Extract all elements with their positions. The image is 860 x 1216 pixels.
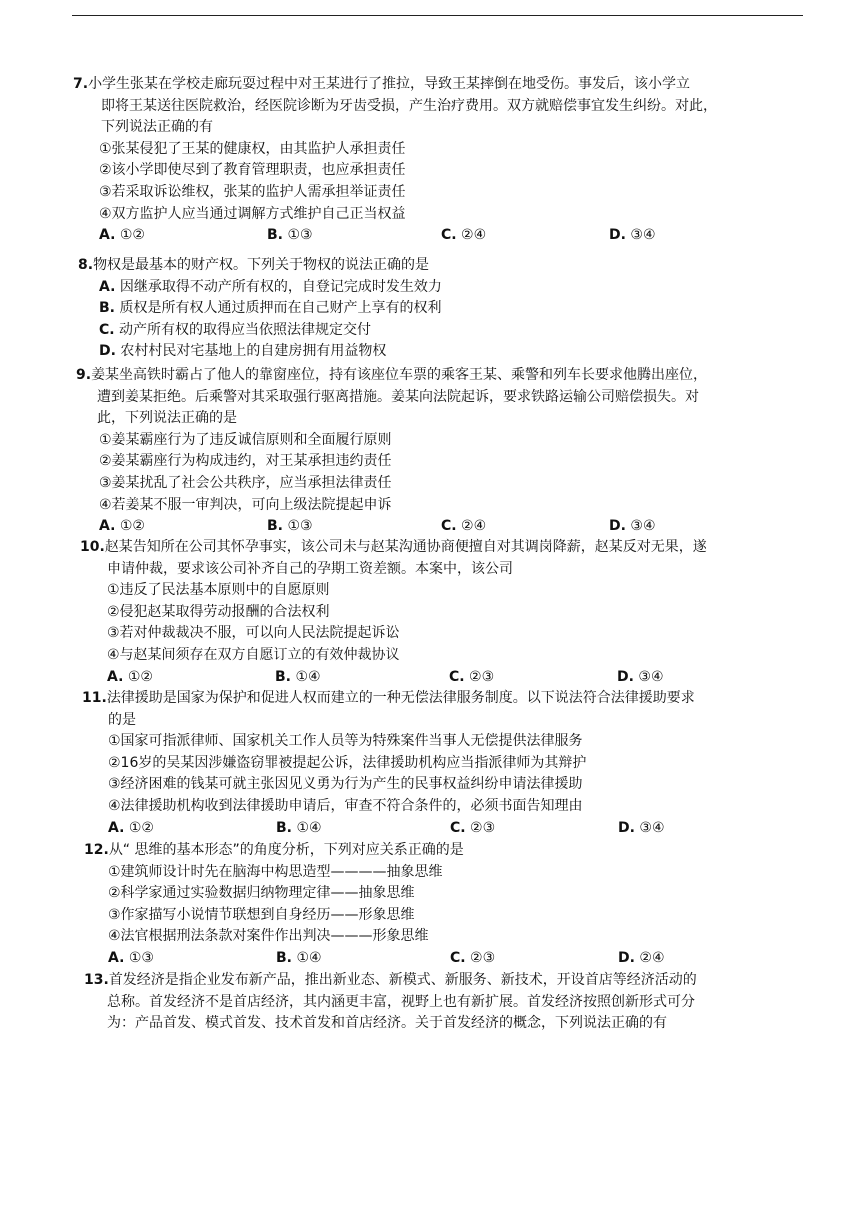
- option-text: ②③: [469, 668, 495, 685]
- option-text: ③④: [638, 668, 664, 685]
- choice-label: D.: [99, 343, 116, 360]
- question-stem-line: [80, 538, 707, 556]
- option-label: A.: [108, 819, 125, 836]
- question-stem-line: 遭到姜某拒绝。后乘警对其采取强行驱离措施。姜某向法院起诉，要求铁路运输公司赔偿损失。对: [97, 388, 699, 405]
- question-stem-line: [84, 971, 697, 989]
- option-label: D.: [617, 668, 634, 685]
- statement-item: ④与赵某间须存在双方自愿订立的有效仲裁协议: [107, 647, 400, 663]
- statement-item: ①建筑师设计时先在脑海中构思造型————抽象思维: [108, 863, 443, 880]
- answer-option: [276, 949, 322, 967]
- choice-label: A.: [99, 278, 116, 295]
- answer-option: [609, 517, 656, 535]
- question-stem-line: [73, 75, 690, 93]
- answer-option: [99, 517, 145, 535]
- answer-option: [108, 949, 154, 967]
- question-stem-text: 首发经济是指企业发布新产品，推出新业态、新模式、新服务、新技术，开设首店等经济活动的: [108, 972, 697, 988]
- answer-options-row: [99, 226, 699, 244]
- question-number: 7.: [73, 76, 89, 92]
- question-stem-line: 即将王某送往医院救治，经医院诊断为牙齿受损，产生治疗费用。双方就赔偿事宜发生纠纷。对此，: [101, 97, 717, 114]
- option-text: ①④: [296, 950, 322, 966]
- question-number: 11.: [82, 690, 107, 706]
- statement-item: ③若采取诉讼维权，张某的监护人需承担举证责任: [99, 184, 406, 200]
- answer-option: [450, 949, 495, 967]
- option-text: ③④: [630, 227, 656, 244]
- answer-option: [617, 668, 664, 686]
- answer-options-row: [107, 668, 707, 686]
- question-stem-text: 从“ 思维的基本形态”的角度分析，下列对应关系正确的是: [108, 842, 464, 858]
- option-label: A.: [108, 950, 125, 966]
- answer-option: [450, 819, 495, 837]
- answer-option: [275, 668, 321, 686]
- answer-choice: [99, 299, 441, 317]
- question-stem-text: 姜某坐高铁时霸占了他人的靠窗座位，持有该座位车票的乘客王某、乘警和列车长要求他腾出座位，: [91, 367, 708, 383]
- option-label: C.: [450, 819, 466, 836]
- option-text: ①③: [287, 518, 313, 535]
- answer-options-row: [108, 819, 708, 837]
- option-label: A.: [99, 227, 116, 244]
- question-number: 13.: [84, 972, 109, 988]
- option-text: ①③: [128, 950, 154, 966]
- choice-text: 农村村民对宅基地上的自建房拥有用益物权: [120, 343, 387, 360]
- option-text: ③④: [639, 819, 665, 836]
- option-text: ①④: [296, 819, 322, 836]
- question-stem-text: 小学生张某在学校走廊玩耍过程中对王某进行了推拉，导致王某摔倒在地受伤。事发后，该小学立: [88, 76, 691, 92]
- answer-options-row: [99, 517, 699, 535]
- question-stem-line: [82, 689, 695, 707]
- option-label: C.: [450, 950, 466, 966]
- answer-option: [276, 819, 322, 837]
- option-label: B.: [267, 518, 283, 535]
- question-stem-text: 赵某告知所在公司其怀孕事实，该公司未与赵某沟通协商便擅自对其调岗降薪，赵某反对无果，遂: [104, 539, 707, 555]
- option-text: ②③: [470, 819, 496, 836]
- answer-choice: [99, 278, 442, 296]
- answer-option: [441, 517, 486, 535]
- statement-item: ①张某侵犯了王某的健康权，由其监护人承担责任: [99, 140, 406, 157]
- statement-item: ①违反了民法基本原则中的自愿原则: [107, 582, 330, 599]
- answer-option: [108, 819, 154, 837]
- option-label: B.: [276, 819, 292, 836]
- question-number: 10.: [80, 539, 105, 555]
- question-stem-line: 下列说法正确的有: [101, 119, 213, 136]
- question-stem-text: 物权是最基本的财产权。下列关于物权的说法正确的是: [93, 257, 430, 273]
- question-stem-line: [84, 841, 464, 859]
- option-text: ②④: [461, 518, 487, 535]
- option-text: ②④: [639, 950, 665, 966]
- option-text: ①②: [119, 518, 145, 535]
- option-label: A.: [107, 668, 124, 685]
- option-text: ②③: [470, 950, 496, 966]
- answer-option: [618, 949, 665, 967]
- statement-item: ③若对仲裁裁决不服，可以向人民法院提起诉讼: [107, 625, 400, 642]
- answer-choice: [99, 321, 371, 339]
- answer-option: [99, 226, 145, 244]
- statement-item: ③作家描写小说情节联想到自身经历——形象思维: [108, 906, 415, 923]
- question-number: 8.: [78, 257, 94, 273]
- statement-item: ②16岁的吴某因涉嫌盗窃罪被提起公诉，法律援助机构应当指派律师为其辩护: [108, 754, 587, 771]
- option-label: D.: [618, 819, 635, 836]
- statement-item: ①姜某霸座行为了违反诚信原则和全面履行原则: [99, 431, 392, 448]
- option-label: C.: [449, 668, 465, 685]
- option-label: B.: [276, 950, 292, 966]
- answer-option: [441, 226, 486, 244]
- option-label: D.: [609, 518, 626, 535]
- option-label: C.: [441, 518, 457, 535]
- option-label: B.: [275, 668, 291, 685]
- option-text: ①②: [127, 668, 153, 685]
- question-number: 12.: [84, 842, 109, 858]
- question-stem-line: [76, 366, 707, 384]
- question-stem-line: 此，下列说法正确的是: [97, 410, 237, 427]
- statement-item: ③姜某扰乱了社会公共秩序，应当承担法律责任: [99, 475, 392, 491]
- question-stem-text: 法律援助是国家为保护和促进人权而建立的一种无偿法律服务制度。以下说法符合法律援助要求: [106, 690, 695, 706]
- answer-option: [267, 517, 313, 535]
- statement-item: ②侵犯赵某取得劳动报酬的合法权利: [107, 603, 330, 620]
- question-stem-line: 申请仲裁，要求该公司补齐自己的孕期工资差额。本案中，该公司: [107, 560, 513, 577]
- statement-item: ②该小学即使尽到了教育管理职责，也应承担责任: [99, 162, 406, 179]
- answer-options-row: [108, 949, 708, 967]
- choice-label: C.: [99, 321, 115, 338]
- question-number: 9.: [76, 367, 92, 383]
- choice-text: 动产所有权的取得应当依照法律规定交付: [119, 321, 372, 338]
- statement-item: ④法官根据刑法条款对案件作出判决———形象思维: [108, 928, 429, 945]
- statement-item: ③经济困难的钱某可就主张因见义勇为行为产生的民事权益纠纷申请法律援助: [108, 776, 583, 793]
- question-stem-line: [78, 256, 429, 274]
- option-label: D.: [618, 950, 635, 966]
- answer-option: [609, 226, 656, 244]
- option-text: ③④: [630, 518, 656, 535]
- option-text: ①②: [119, 227, 145, 244]
- question-stem-line: 总称。首发经济不是首店经济，其内涵更丰富，视野上也有新扩展。首发经济按照创新形式可分: [107, 993, 695, 1010]
- option-text: ②④: [461, 227, 487, 244]
- option-text: ①④: [295, 668, 321, 685]
- answer-option: [107, 668, 153, 686]
- statement-item: ④若姜某不服一审判决，可向上级法院提起申诉: [99, 496, 392, 513]
- option-label: D.: [609, 227, 626, 244]
- statement-item: ②姜某霸座行为构成违约，对王某承担违约责任: [99, 453, 392, 470]
- header-rule: [72, 15, 803, 16]
- statement-item: ④法律援助机构收到法律援助申请后，审查不符合条件的，必须书面告知理由: [108, 798, 583, 814]
- option-label: A.: [99, 518, 116, 535]
- option-label: C.: [441, 227, 457, 244]
- answer-choice: [99, 342, 386, 360]
- option-label: B.: [267, 227, 283, 244]
- option-text: ①②: [128, 819, 154, 836]
- question-stem-line: 为：产品首发、模式首发、技术首发和首店经济。关于首发经济的概念，下列说法正确的有: [107, 1015, 667, 1032]
- answer-option: [267, 226, 313, 244]
- option-text: ①③: [287, 227, 313, 244]
- answer-option: [618, 819, 665, 837]
- choice-text: 质权是所有权人通过质押而在自己财产上享有的权利: [119, 300, 442, 317]
- statement-item: ②科学家通过实验数据归纳物理定律——抽象思维: [108, 885, 415, 902]
- choice-text: 因继承取得不动产所有权的，自登记完成时发生效力: [119, 278, 442, 295]
- statement-item: ①国家可指派律师、国家机关工作人员等为特殊案件当事人无偿提供法律服务: [108, 733, 583, 750]
- choice-label: B.: [99, 300, 115, 317]
- question-stem-line: 的是: [108, 711, 136, 728]
- statement-item: ④双方监护人应当通过调解方式维护自己正当权益: [99, 205, 406, 222]
- answer-option: [449, 668, 494, 686]
